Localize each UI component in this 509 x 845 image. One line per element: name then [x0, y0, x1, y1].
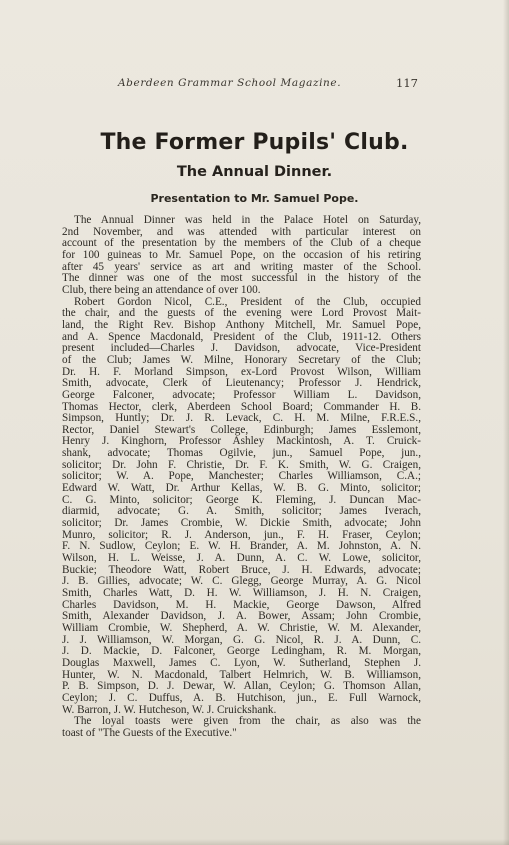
body-text-line: Munro, solicitor; R. J. Anderson, jun., F. H. Fraser, Ceylon;	[62, 528, 421, 541]
body-text-line: Smith, Alexander Davidson, J. A. Bower, Assam; John Crombie,	[62, 610, 421, 623]
body-text-line: P. B. Simpson, D. J. Dewar, W. Allan, Ceylon; G. Thomson Allan,	[62, 680, 421, 693]
page-number: 117	[396, 76, 418, 90]
body-text-line: and A. Spence Macdonald, President of the Club, 1911-12. Others	[62, 330, 421, 343]
body-text-line: the chair, and the guests of the evening were Lord Provost Mait-	[62, 307, 421, 320]
body-text-line: Robert Gordon Nicol, C.E., President of the Club, occupied	[74, 295, 421, 308]
body-text-line: shank, advocate; Thomas Ogilvie, jun., Samuel Pope, jun.,	[62, 447, 421, 460]
body-text-line: William Crombie, W. Shepherd, A. W. Christie, W. M. Alexander,	[62, 621, 421, 634]
body-text-line: Dr. H. F. Morland Simpson, ex-Lord Provost Wilson, William	[62, 365, 421, 378]
body-text-line: J. B. Gillies, advocate; W. C. Glegg, George Murray, A. G. Nicol	[62, 575, 421, 588]
body-text-line: George Falconer, advocate; Professor William L. Davidson,	[62, 388, 421, 401]
body-text-line: after 45 years' service as art and writing master of the School.	[62, 260, 421, 273]
body-text-line: Rector, Daniel Stewart's College, Edinburgh; James Esslemont,	[62, 423, 421, 436]
body-text-line: The dinner was one of the most successful in the history of the	[62, 272, 421, 285]
body-text-line: toast of "The Guests of the Executive."	[62, 726, 237, 739]
body-text-line: Wilson, H. L. Weisse, J. A. Dunn, A. C. W. Lowe, solicitor,	[62, 552, 421, 565]
page-edge-shadow	[503, 0, 509, 845]
page-bottom-shadow	[0, 839, 509, 845]
running-header-title: Aberdeen Grammar School Magazine.	[118, 77, 342, 89]
body-text-line: W. Barron, J. W. Hutcheson, W. J. Cruickshank.	[62, 703, 277, 716]
body-text-line: diarmid, advocate; G. A. Smith, solicitor; James Iverach,	[62, 505, 421, 518]
body-text-line: account of the presentation by the members of the Club of a cheque	[62, 237, 421, 250]
body-text-line: 2nd November, and was attended with particular interest on	[62, 225, 421, 238]
article-body	[62, 215, 421, 740]
body-text-line: Smith, Charles Watt, D. H. W. Williamson, J. H. N. Craigen,	[62, 587, 421, 599]
article-title: The Former Pupils' Club.	[100, 130, 409, 155]
article-subtitle: The Annual Dinner.	[176, 164, 333, 180]
body-text-line: Henry J. Kinghorn, Professor Ashley Mackintosh, A. T. Cruick-	[62, 435, 421, 448]
body-text-line: Douglas Maxwell, James C. Lyon, W. Sutherland, Stephen J.	[62, 656, 421, 669]
body-text-line: for 100 guineas to Mr. Samuel Pope, on the occasion of his retiring	[62, 248, 421, 261]
body-text-line: of the Club; James W. Milne, Honorary Secretary of the Club;	[62, 353, 421, 366]
body-text-line: solicitor; Dr. John F. Christie, Dr. F. K. Smith, W. G. Craigen,	[62, 458, 421, 471]
body-text-line: Edward W. Watt, Dr. Arthur Kellas, W. B. G. Minto, solicitor;	[62, 482, 421, 495]
body-text-line: Charles Davidson, M. H. Mackie, George Dawson, Alfred	[62, 598, 421, 611]
body-text-line: Ceylon; J. C. Duffus, A. B. Hutchison, jun., E. Full Warnock,	[62, 691, 421, 704]
body-text-line: land, the Right Rev. Bishop Anthony Mitchell, Mr. Samuel Pope,	[62, 318, 421, 331]
body-text-line: Smith, advocate, Clerk of Lieutenancy; Professor J. Hendrick,	[62, 377, 421, 390]
body-text-line: F. N. Sudlow, Ceylon; E. W. H. Brander, A. M. Johnston, A. N.	[62, 540, 421, 553]
body-text-line: J. J. Williamson, W. Morgan, G. G. Nicol, R. J. A. Dunn, C.	[62, 633, 421, 646]
body-text-line: solicitor; W. A. Pope, Manchester; Charles Williamson, C.A.;	[62, 470, 421, 483]
body-text-line: J. D. Mackie, D. Falconer, George Ledingham, R. M. Morgan,	[62, 645, 421, 658]
body-text-line: The loyal toasts were given from the chair, as also was the	[74, 715, 421, 728]
body-text-line: Club, there being an attendance of over 100.	[62, 283, 261, 296]
body-text-line: Buckie; Theodore Watt, Robert Bruce, J. H. Edwards, advocate;	[62, 563, 421, 576]
body-text-line: Hunter, W. N. Macdonald, Talbert Helmrich, W. B. Williamson,	[62, 668, 421, 681]
body-text-line: present included—Charles J. Davidson, advocate, Vice-President	[62, 342, 421, 355]
body-text-line: The Annual Dinner was held in the Palace Hotel on Saturday,	[74, 214, 421, 226]
body-text-line: solicitor; Dr. James Crombie, W. Dickie Smith, advocate; John	[62, 517, 421, 530]
body-text-line: C. G. Minto, solicitor; George K. Fleming, J. Duncan Mac-	[62, 493, 421, 506]
body-text-line: Simpson, Huntly; Dr. J. R. Levack, C. H. M. Milne, F.R.E.S.,	[62, 412, 421, 425]
article-subheading: Presentation to Mr. Samuel Pope.	[150, 192, 359, 205]
body-text-line: Thomas Hector, clerk, Aberdeen School Board; Commander H. B.	[62, 400, 421, 413]
